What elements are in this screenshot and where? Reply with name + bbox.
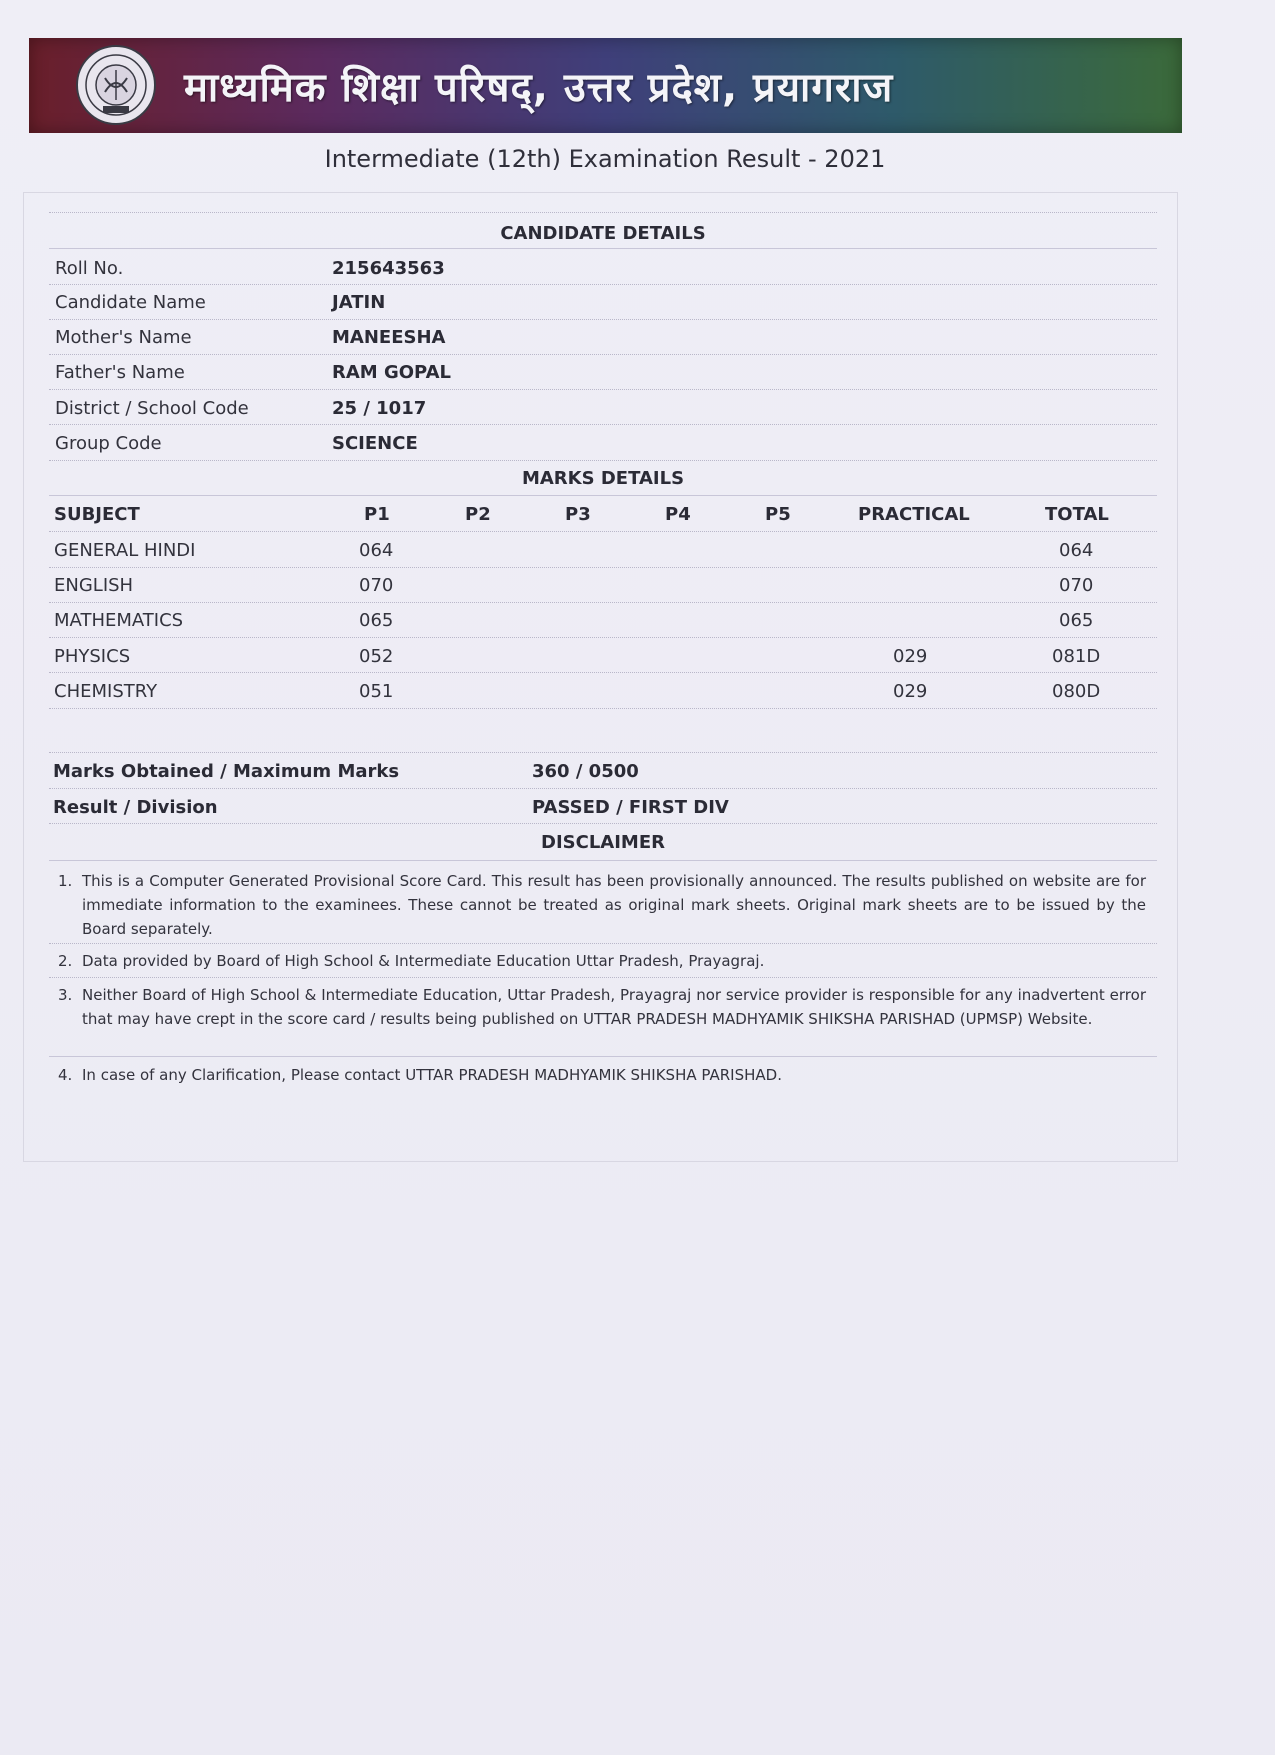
total-cell: 081D xyxy=(1052,646,1101,667)
subject-cell: GENERAL HINDI xyxy=(54,540,196,561)
divider xyxy=(49,943,1157,944)
practical-cell: 029 xyxy=(893,681,928,702)
roll-no-value: 215643563 xyxy=(332,258,445,279)
mothers-name-label: Mother's Name xyxy=(55,327,192,348)
result-division-label: Result / Division xyxy=(53,797,218,818)
divider xyxy=(49,752,1157,753)
candidate-name-label: Candidate Name xyxy=(55,292,206,313)
board-emblem-icon xyxy=(75,44,157,126)
col-p1: P1 xyxy=(364,504,390,525)
candidate-name-value: JATIN xyxy=(332,292,386,313)
divider xyxy=(49,284,1157,285)
divider xyxy=(49,708,1157,709)
p1-cell: 051 xyxy=(359,681,394,702)
subject-cell: ENGLISH xyxy=(54,575,134,596)
disclaimer-item xyxy=(58,869,1146,941)
district-school-code-label: District / School Code xyxy=(55,398,249,419)
board-name-title: माध्यमिक शिक्षा परिषद्, उत्तर प्रदेश, प्रयागराज xyxy=(184,65,894,111)
disclaimer-item xyxy=(58,1063,1146,1087)
total-cell: 080D xyxy=(1052,681,1101,702)
fathers-name-value: RAM GOPAL xyxy=(332,362,451,383)
p1-cell: 065 xyxy=(359,610,394,631)
divider xyxy=(49,212,1157,213)
divider xyxy=(49,637,1157,638)
disclaimer-text: Neither Board of High School & Intermediate Education, Uttar Pradesh, Prayagraj nor service provider is responsible for any inadvertent error that may have crept in the score card / results being published on UTTAR PRADESH MADHYAMIK SHIKSHA PARISHAD (UPMSP) Website. xyxy=(82,986,1146,1028)
candidate-details-heading: CANDIDATE DETAILS xyxy=(500,223,706,244)
divider xyxy=(49,424,1157,425)
subject-cell: PHYSICS xyxy=(54,646,131,667)
divider xyxy=(49,602,1157,603)
disclaimer-text: Data provided by Board of High School & Intermediate Education Uttar Pradesh, Prayagraj. xyxy=(82,952,765,970)
group-code-label: Group Code xyxy=(55,433,162,454)
divider xyxy=(49,860,1157,861)
divider xyxy=(49,495,1157,496)
p1-cell: 070 xyxy=(359,575,394,596)
disclaimer-text: In case of any Clarification, Please contact UTTAR PRADESH MADHYAMIK SHIKSHA PARISHAD. xyxy=(82,1066,782,1084)
divider xyxy=(49,248,1157,249)
col-practical: PRACTICAL xyxy=(858,504,970,525)
col-subject: SUBJECT xyxy=(54,504,140,525)
document-title: Intermediate (12th) Examination Result - 2021 xyxy=(324,145,886,173)
divider xyxy=(49,354,1157,355)
total-cell: 065 xyxy=(1059,610,1094,631)
col-total: TOTAL xyxy=(1045,504,1109,525)
marks-details-heading: MARKS DETAILS xyxy=(521,468,685,489)
disclaimer-item xyxy=(58,949,1146,973)
practical-cell: 029 xyxy=(893,646,928,667)
marks-obtained-label: Marks Obtained / Maximum Marks xyxy=(53,761,400,782)
divider xyxy=(49,1056,1157,1057)
p1-cell: 064 xyxy=(359,540,394,561)
disclaimer-number: 2. xyxy=(58,952,73,970)
subject-cell: MATHEMATICS xyxy=(54,610,184,631)
fathers-name-label: Father's Name xyxy=(55,362,185,383)
col-p4: P4 xyxy=(665,504,691,525)
disclaimer-number: 1. xyxy=(58,872,73,890)
divider xyxy=(49,531,1157,532)
disclaimer-number: 3. xyxy=(58,986,73,1004)
divider xyxy=(49,823,1157,824)
total-cell: 070 xyxy=(1059,575,1094,596)
disclaimer-heading: DISCLAIMER xyxy=(541,832,665,853)
mothers-name-value: MANEESHA xyxy=(332,327,446,348)
total-cell: 064 xyxy=(1059,540,1094,561)
divider xyxy=(49,672,1157,673)
district-school-code-value: 25 / 1017 xyxy=(332,398,427,419)
col-p3: P3 xyxy=(565,504,591,525)
divider xyxy=(49,977,1157,978)
p1-cell: 052 xyxy=(359,646,394,667)
group-code-value: SCIENCE xyxy=(332,433,418,454)
col-p5: P5 xyxy=(765,504,791,525)
disclaimer-text: This is a Computer Generated Provisional Score Card. This result has been provisionally announced. The results published on website are for immediate information to the examinees. These cannot be treated as original mark sheets. Original mark sheets are to be issued by the Board separately. xyxy=(82,872,1146,938)
marks-obtained-value: 360 / 0500 xyxy=(532,761,639,782)
divider xyxy=(49,567,1157,568)
divider xyxy=(49,788,1157,789)
roll-no-label: Roll No. xyxy=(55,258,124,279)
disclaimer-number: 4. xyxy=(58,1066,73,1084)
divider xyxy=(49,460,1157,461)
divider xyxy=(49,389,1157,390)
result-division-value: PASSED / FIRST DIV xyxy=(532,797,729,818)
subject-cell: CHEMISTRY xyxy=(54,681,158,702)
divider xyxy=(49,319,1157,320)
col-p2: P2 xyxy=(465,504,491,525)
disclaimer-item xyxy=(58,983,1146,1031)
